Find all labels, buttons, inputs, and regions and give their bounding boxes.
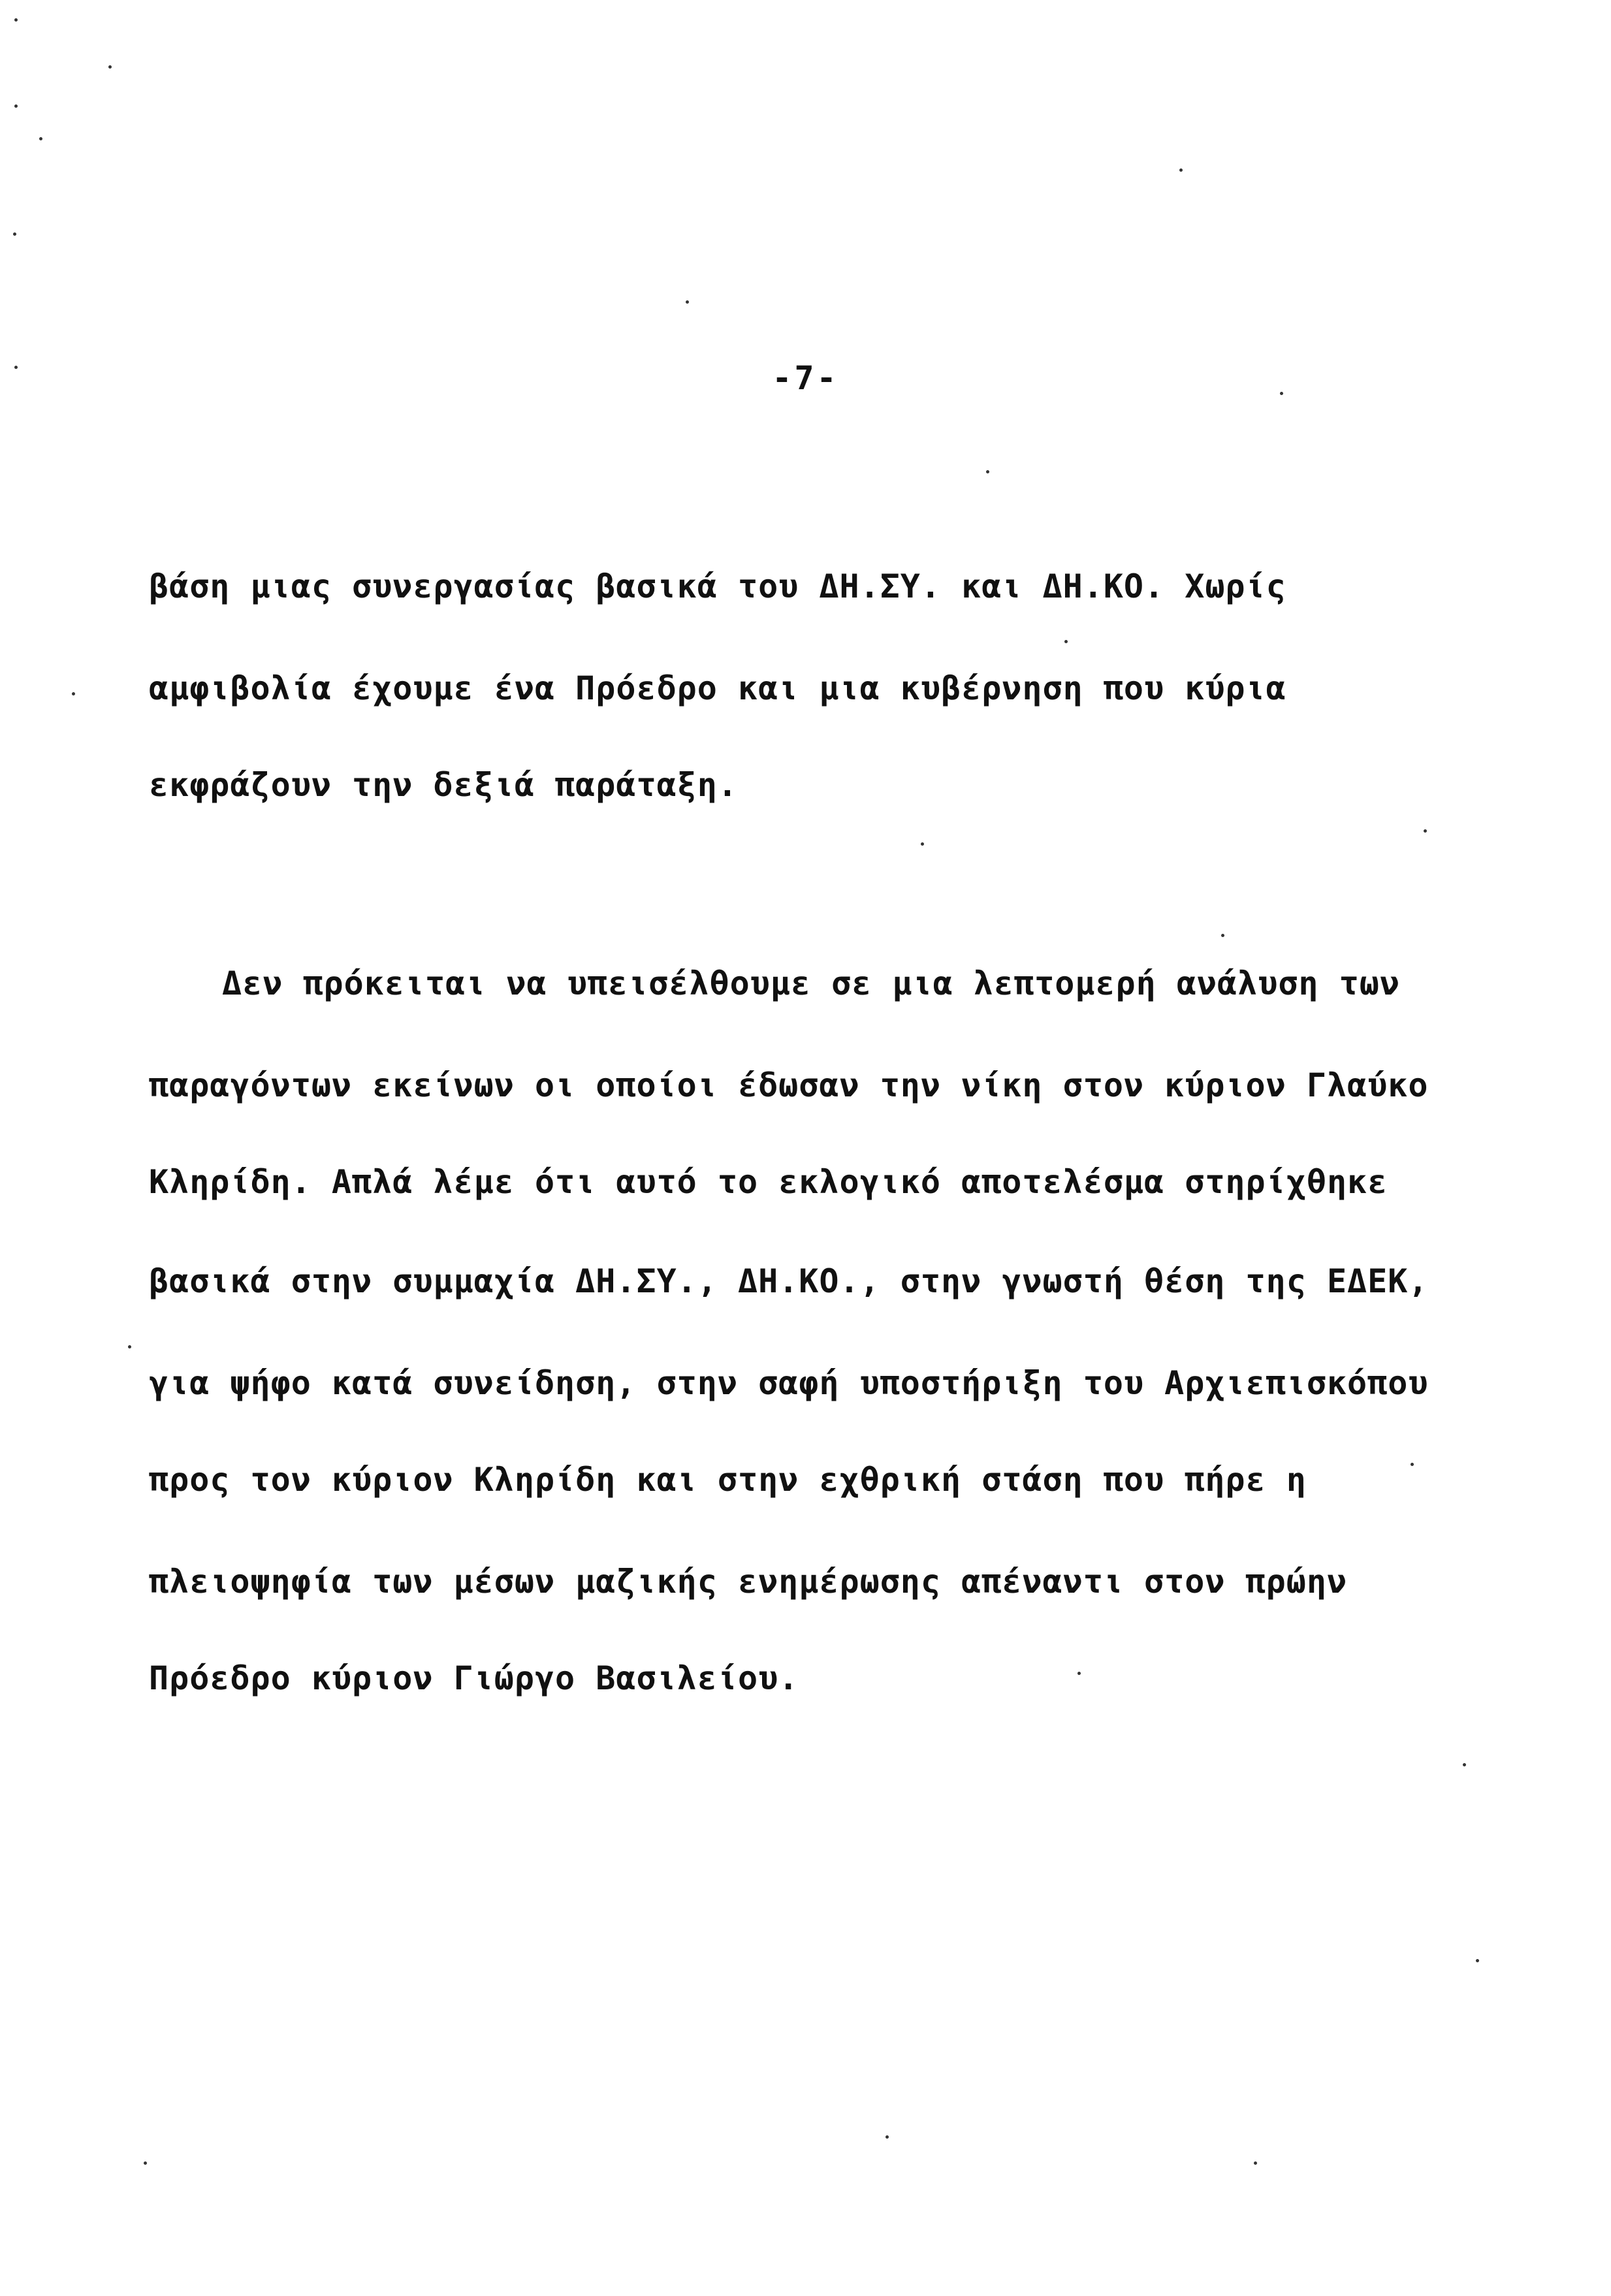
scan-speck: [986, 470, 989, 473]
scan-speck: [128, 1345, 131, 1348]
scan-speck: [144, 2161, 147, 2165]
paragraph-line: για ψήφο κατά συνείδηση, στην σαφή υποστήριξη του Αρχιεπισκόπου: [149, 1364, 1429, 1402]
scan-speck: [1064, 640, 1068, 643]
paragraph-line: αμφιβολία έχουμε ένα Πρόεδρο και μια κυβέρνηση που κύρια: [149, 669, 1286, 707]
scan-speck: [1221, 934, 1224, 937]
scan-speck: [1179, 168, 1183, 172]
scan-speck: [1411, 1463, 1414, 1466]
scan-speck: [1476, 1959, 1479, 1962]
paragraph-line: Πρόεδρο κύριον Γιώργο Βασιλείου.: [149, 1659, 799, 1697]
scan-speck: [1463, 1763, 1466, 1766]
paragraph-line: Κληρίδη. Απλά λέμε ότι αυτό το εκλογικό αποτελέσμα στηρίχθηκε: [149, 1163, 1388, 1201]
paragraph-line: εκφράζουν την δεξιά παράταξη.: [149, 766, 738, 804]
scan-speck: [686, 300, 689, 304]
scan-speck: [13, 232, 16, 236]
scan-speck: [1424, 829, 1427, 833]
scan-speck: [1254, 2161, 1257, 2165]
paragraph-line: βασικά στην συμμαχία ΔΗ.ΣΥ., ΔΗ.ΚΟ., στην γνωστή θέση της ΕΔΕΚ,: [149, 1262, 1429, 1300]
scan-speck: [108, 65, 112, 69]
scan-speck: [921, 842, 924, 846]
paragraph-line: παραγόντων εκείνων οι οποίοι έδωσαν την νίκη στον κύριον Γλαύκο: [149, 1066, 1429, 1104]
paragraph-line: βάση μιας συνεργασίας βασικά του ΔΗ.ΣΥ. και ΔΗ.ΚΟ. Χωρίς: [149, 567, 1286, 605]
paragraph-line: προς τον κύριον Κληρίδη και στην εχθρική στάση που πήρε η: [149, 1461, 1307, 1499]
paragraph-line: Δεν πρόκειται να υπεισέλθουμε σε μια λεπτομερή ανάλυση των: [222, 965, 1400, 1002]
scan-speck: [1280, 392, 1283, 395]
scan-speck: [14, 104, 18, 108]
scan-speck: [14, 18, 18, 22]
scan-speck: [39, 137, 42, 140]
scan-speck: [885, 2135, 889, 2139]
scan-speck: [1077, 1672, 1081, 1675]
page-number: -7-: [772, 359, 839, 397]
scan-speck: [72, 692, 75, 695]
scan-speck: [14, 366, 18, 369]
paragraph-line: πλειοψηφία των μέσων μαζικής ενημέρωσης απέναντι στον πρώην: [149, 1563, 1348, 1601]
